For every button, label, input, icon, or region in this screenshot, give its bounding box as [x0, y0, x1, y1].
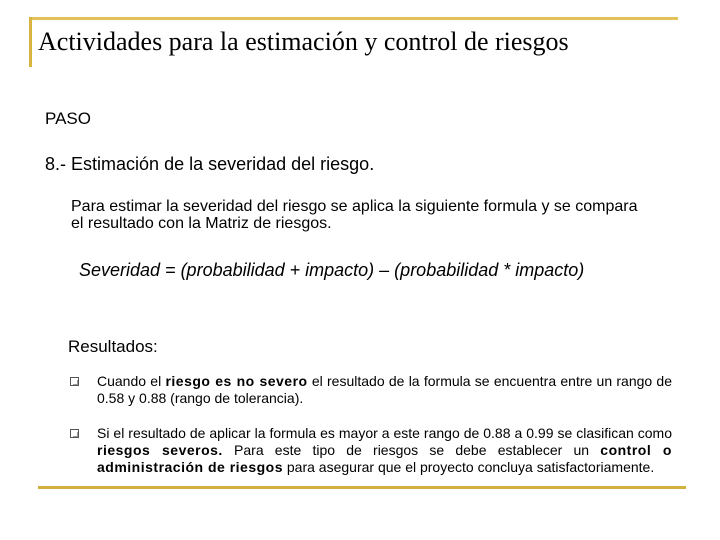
bullet-text: el resultado de la formula se encuentra entre un rango de 0.58 y 0.88 (rango de tolerancia).	[97, 373, 673, 406]
title-frame-left-line	[29, 17, 32, 67]
bullet-bold-text: riesgo es no severo	[165, 373, 308, 389]
bullet-text: Para este tipo de riesgos se debe establecer un	[222, 442, 601, 458]
results-label: Resultados:	[68, 337, 158, 356]
title-frame-top-line	[29, 17, 678, 20]
bullet-bold-text: control o administración de riesgos	[97, 442, 672, 475]
square-bullet-icon	[70, 429, 79, 438]
bullet-text: Si el resultado de aplicar la formula es mayor a este rango de 0.88 a 0.99 se clasifican como	[97, 425, 672, 441]
bullet-text: Cuando el	[97, 373, 166, 389]
square-bullet-icon	[70, 377, 79, 386]
slide-title: Actividades para la estimación y control de riesgos	[38, 27, 569, 56]
step-heading	[45, 152, 374, 176]
list-item	[67, 373, 672, 407]
footer-divider-line	[38, 486, 686, 489]
step-title: Estimación de la severidad del riesgo.	[71, 154, 375, 174]
paso-label: PASO	[45, 109, 91, 128]
intro-paragraph: Para estimar la severidad del riesgo se aplica la siguiente formula y se compara el resultado con la Matriz de riesgos.	[71, 198, 638, 232]
severity-formula: Severidad = (probabilidad + impacto) – (probabilidad * impacto)	[79, 260, 585, 280]
step-number: 8.-	[45, 154, 67, 174]
bullet-text: para asegurar que el proyecto concluya satisfactoriamente.	[283, 459, 655, 475]
list-item	[67, 425, 672, 476]
bullet-bold-text: riesgos severos.	[97, 442, 223, 458]
results-bullet-list	[67, 373, 672, 476]
